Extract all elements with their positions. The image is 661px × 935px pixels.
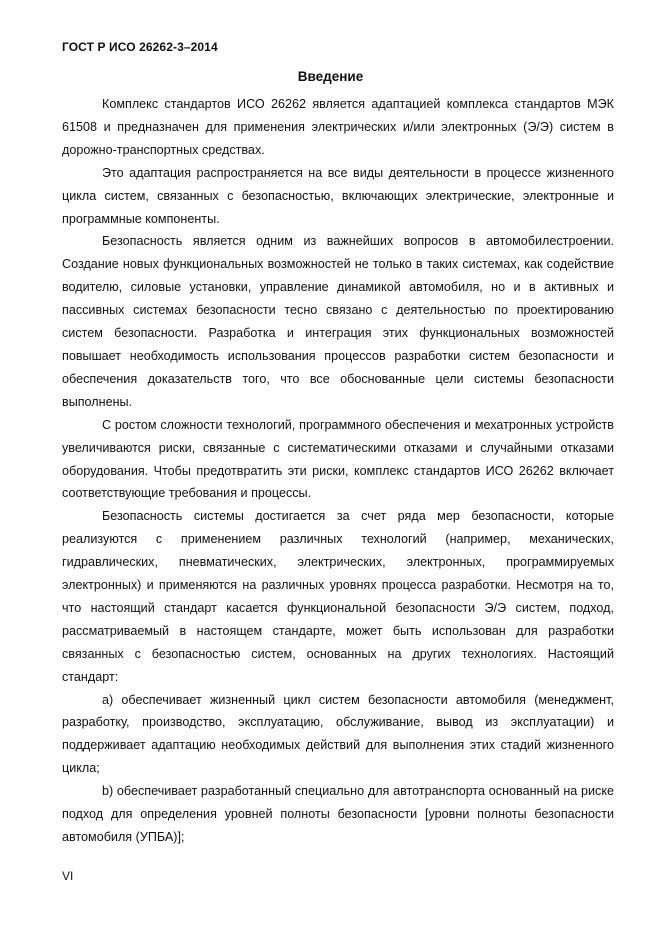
running-header-standard-id: ГОСТ Р ИСО 26262-3–2014 [62,40,218,54]
paragraph-complexity-risks: С ростом сложности технологий, программного обеспечения и мехатронных устройств увеличиваются риски, связанные с систематическими отказами и случайными отказами оборудования. Чтобы предотвратить эти риски, комплекс стандартов ИСО 26262 включает соответствующие требования и процессы. [62,417,614,501]
section-title: Введение [297,69,364,84]
paragraph-safety-measures: Безопасность системы достигается за счет ряда мер безопасности, которые реализуются с применением различных технологий (например, механических, гидравлических, пневматических, электрических, электронных, программируемых электронных) и применяются на различных уровнях процесса разработки. Несмотря на то, что настоящий стандарт касается функциональной безопасности Э/Э систем, подход, рассматриваемый в настоящем стандарте, может быть использован для разработки связанных с безопасностью систем, основанных на других технологиях. Настоящий стандарт: [62,509,614,684]
body-text [62,93,614,849]
paragraph-safety-importance: Безопасность является одним из важнейших вопросов в автомобилестроении. Создание новых функциональных возможностей не только в таких системах, как содействие водителю, силовые установки, управление динамикой автомобиля, но и в активных и пассивных системах безопасности тесно связано с деятельностью по проектированию систем безопасности. Разработка и интеграция этих функциональных возможностей повышает необходимость использования процессов разработки систем безопасности и обеспечения доказательств того, что все обоснованные цели системы безопасности выполнены. [62,234,614,409]
list-item-b: b) обеспечивает разработанный специально для автотранспорта основанный на риске подход для определения уровней полноты безопасности [уровни полноты безопасности автомобиля (УПБА)]; [62,784,614,844]
paragraph-scope: Это адаптация распространяется на все виды деятельности в процессе жизненного цикла систем, связанных с безопасностью, включающих электрические, электронные и программные компоненты. [62,165,614,226]
list-item-a: a) обеспечивает жизненный цикл систем безопасности автомобиля (менеджмент, разработку, производство, эксплуатацию, обслуживание, вывод из эксплуатации) и поддерживает адаптацию необходимых действий для выполнения этих стадий жизненного цикла; [62,692,614,776]
paragraph-intro: Комплекс стандартов ИСО 26262 является адаптацией комплекса стандартов МЭК 61508 и предназначен для применения электрических и/или электронных (Э/Э) систем в дорожно-транспортных средствах. [62,97,614,157]
page-number: VI [62,869,74,883]
